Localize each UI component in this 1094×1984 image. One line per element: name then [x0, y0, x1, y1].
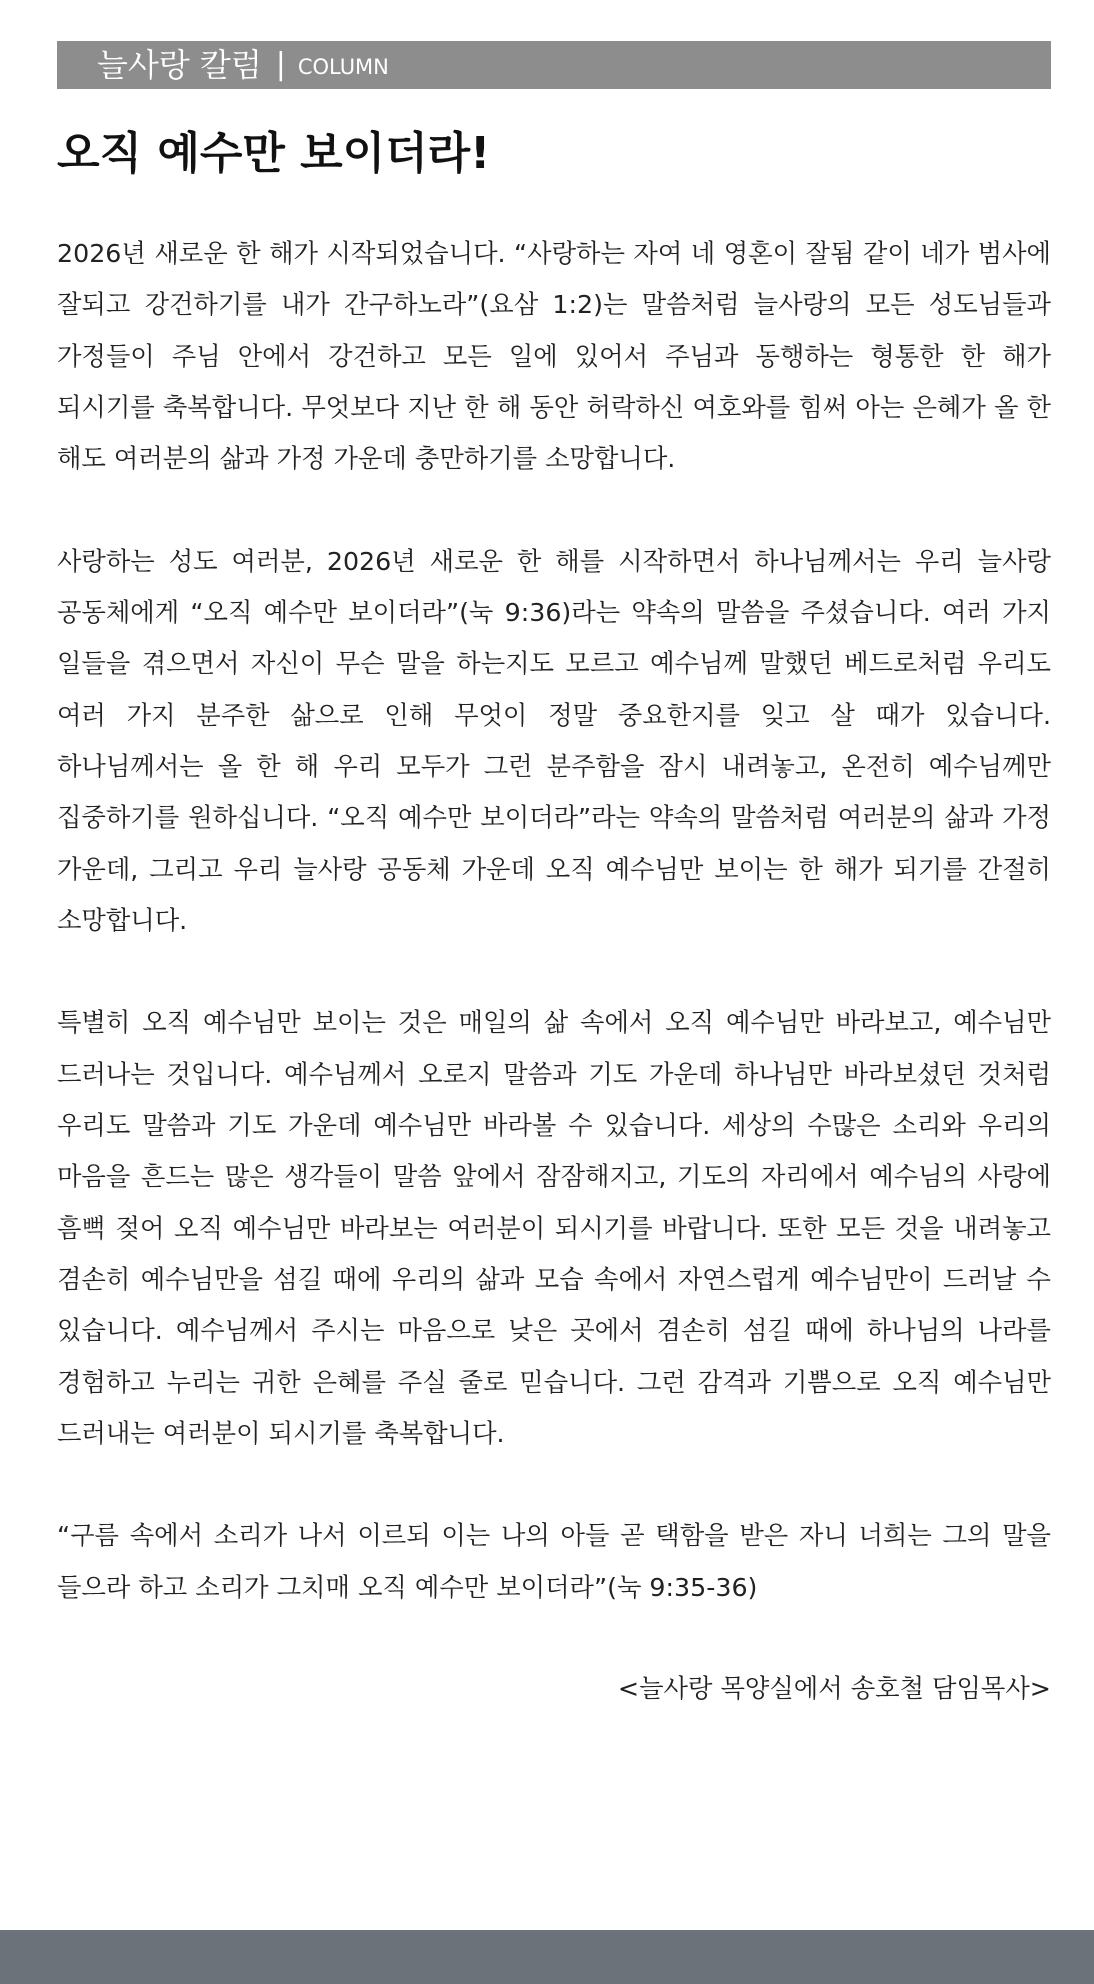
- article-title: 오직 예수만 보이더라!: [57, 128, 491, 179]
- article-paragraph-1: 2026년 새로운 한 해가 시작되었습니다. “사랑하는 자여 네 영혼이 잘됨 같이 네가 범사에 잘되고 강건하기를 내가 간구하노라”(요삼 1:2)는 말씀처럼 늘사랑의 모든 성도님들과 가정들이 주님 안에서 강건하고 모든 일에 있어서 주님과 동행하는 형통한 한 해가 되시기를 축복합니다. 무엇보다 지난 한 해 동안 허락하신 여호와를 힘써 아는 은혜가 올 한 해도 여러분의 삶과 가정 가운데 충만하기를 소망합니다.: [57, 239, 1051, 474]
- article-paragraph-3: 특별히 오직 예수님만 보이는 것은 매일의 삶 속에서 오직 예수님만 바라보고, 예수님만 드러나는 것입니다. 예수님께서 오로지 말씀과 기도 가운데 하나님만 바라보셨던 것처럼 우리도 말씀과 기도 가운데 예수님만 바라볼 수 있습니다. 세상의 수많은 소리와 우리의 마음을 흔드는 많은 생각들이 말씀 앞에서 잠잠해지고, 기도의 자리에서 예수님의 사랑에 흠뻑 젖어 오직 예수님만 바라보는 여러분이 되시기를 바랍니다. 또한 모든 것을 내려놓고 겸손히 예수님만을 섬길 때에 우리의 삶과 모습 속에서 자연스럽게 예수님만이 드러날 수 있습니다. 예수님께서 주시는 마음으로 낮은 곳에서 겸손히 섬길 때에 하나님의 나라를 경험하고 누리는 귀한 은혜를 주실 줄로 믿습니다. 그런 감격과 기쁨으로 오직 예수님만 드러내는 여러분이 되시기를 축복합니다.: [57, 1008, 1051, 1448]
- column-header-separator: |: [275, 47, 286, 82]
- article-paragraph-4: “구름 속에서 소리가 나서 이르되 이는 나의 아들 곧 택함을 받은 자니 너희는 그의 말을 들으라 하고 소리가 그치매 오직 예수만 보이더라”(눅 9:35-36): [57, 1521, 1051, 1602]
- column-header-subtitle: COLUMN: [297, 55, 389, 79]
- column-header-title: 늘사랑 칼럼: [97, 46, 262, 84]
- article-paragraph-2: 사랑하는 성도 여러분, 2026년 새로운 한 해를 시작하면서 하나님께서는 우리 늘사랑 공동체에게 “오직 예수만 보이더라”(눅 9:36)라는 약속의 말씀을 주셨습니다. 여러 가지 일들을 겪으면서 자신이 무슨 말을 하는지도 모르고 예수님께 말했던 베드로처럼 우리도 여러 가지 분주한 삶으로 인해 무엇이 정말 중요한지를 잊고 살 때가 있습니다. 하나님께서는 올 한 해 우리 모두가 그런 분주함을 잠시 내려놓고, 온전히 예수님께만 집중하기를 원하십니다. “오직 예수만 보이더라”라는 약속의 말씀처럼 여러분의 삶과 가정 가운데, 그리고 우리 늘사랑 공동체 가운데 오직 예수님만 보이는 한 해가 되기를 간절히 소망합니다.: [57, 546, 1051, 935]
- column-header-bar: [57, 41, 1051, 89]
- article-signature: <늘사랑 목양실에서 송호철 담임목사>: [617, 1674, 1051, 1703]
- article-body: [57, 228, 1051, 1664]
- footer-bar: [0, 1930, 1094, 1984]
